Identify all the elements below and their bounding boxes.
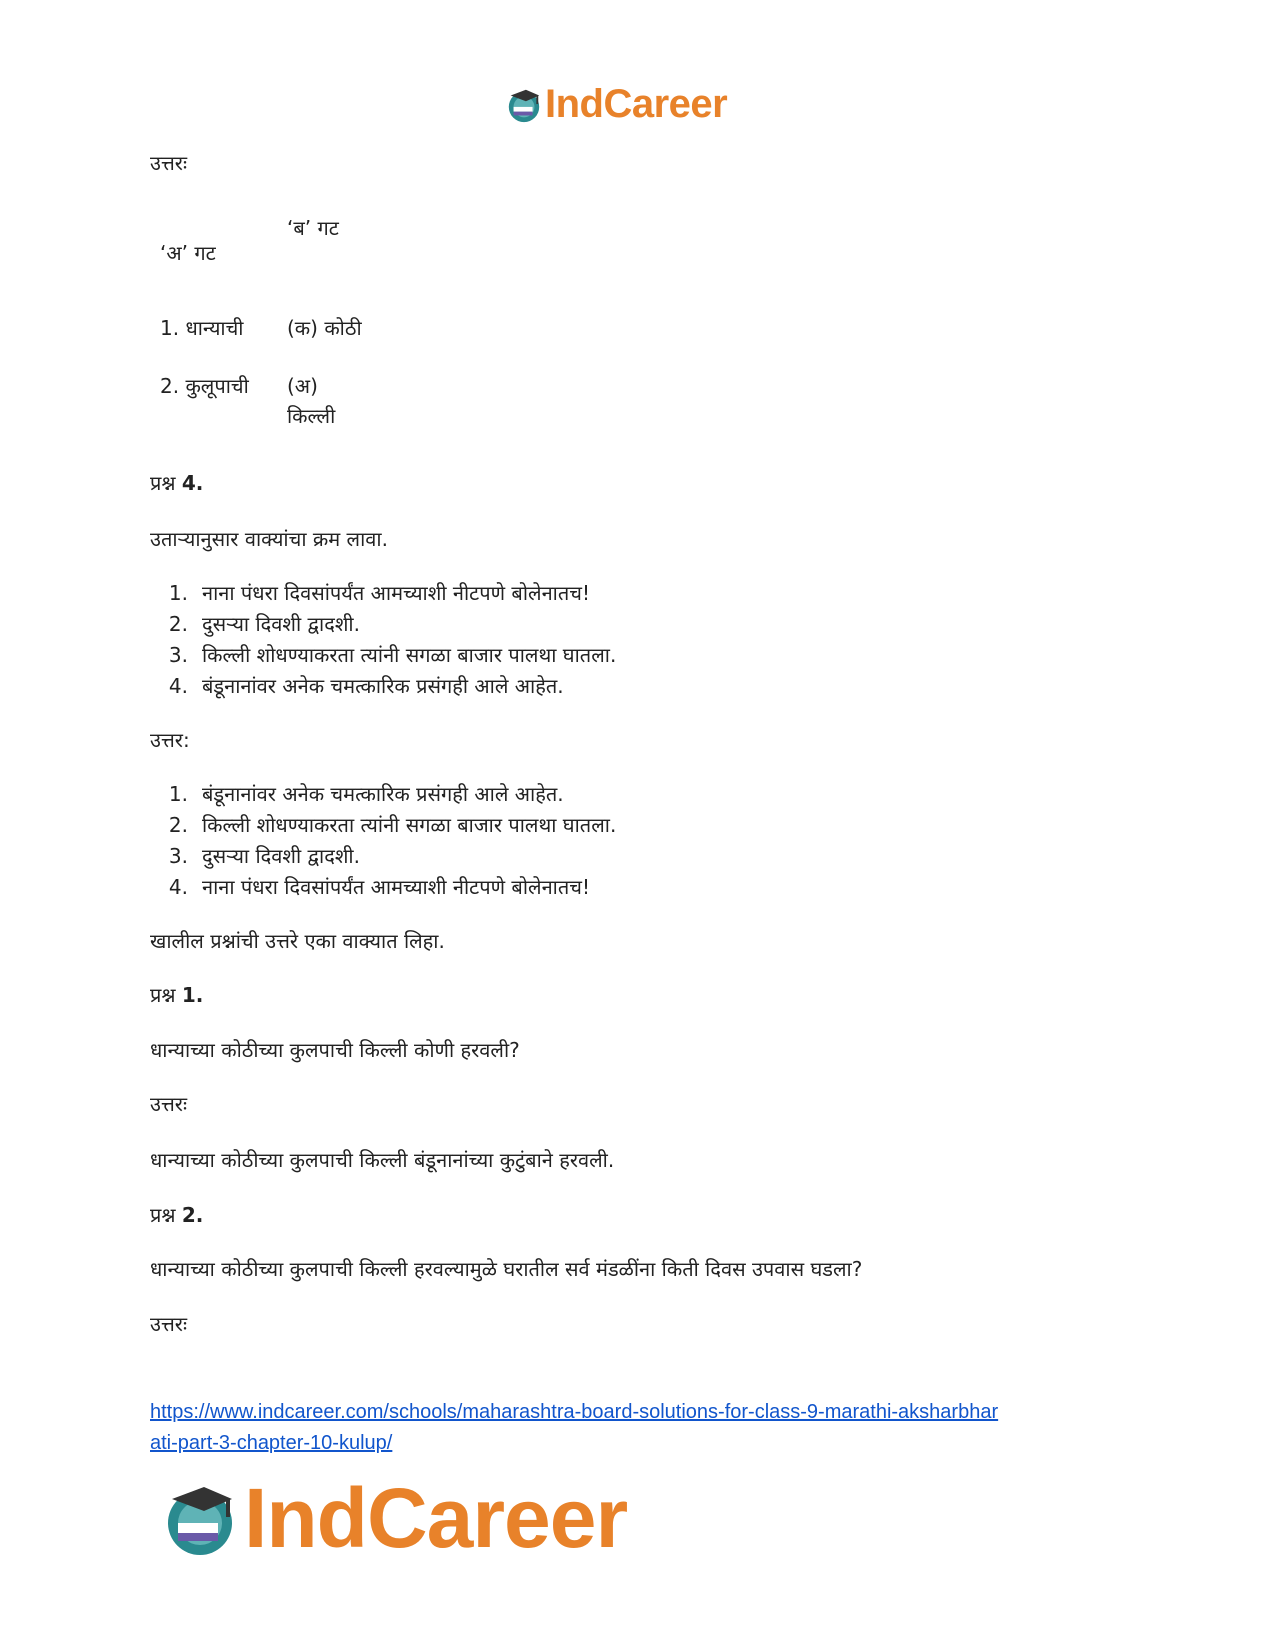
list-item: 1. बंडूनानांवर अनेक चमत्कारिक प्रसंगही आले आहेत. xyxy=(168,782,564,806)
question-2-prefix: प्रश्न xyxy=(150,1203,176,1227)
list-item: 2. दुसऱ्या दिवशी द्वादशी. xyxy=(168,612,360,636)
graduation-globe-icon xyxy=(160,1479,240,1559)
question-4-answer-label: उत्तर: xyxy=(150,728,190,752)
question-2-answer-label: उत्तरः xyxy=(150,1312,187,1336)
logo-wordmark: IndCareer xyxy=(244,1471,628,1565)
list-item: 4. बंडूनानांवर अनेक चमत्कारिक प्रसंगही आले आहेत. xyxy=(168,674,564,698)
table-col-b-header: ‘ब’ गट xyxy=(287,216,339,240)
question-4-instruction: उताऱ्यानुसार वाक्यांचा क्रम लावा. xyxy=(150,527,388,551)
header-logo xyxy=(505,82,727,127)
question-4-answer-list xyxy=(150,779,616,903)
section-instruction: खालील प्रश्नांची उत्तरे एका वाक्यात लिहा. xyxy=(150,929,445,953)
list-item: 1. नाना पंधरा दिवसांपर्यंत आमच्याशी नीटपणे बोलेनातच! xyxy=(168,581,590,605)
question-4-prefix: प्रश्न xyxy=(150,471,176,495)
question-1-heading xyxy=(150,982,203,1008)
table-row-2-b-line1: (अ) xyxy=(287,374,318,398)
answer-label: उत्तरः xyxy=(150,151,187,175)
question-4-list xyxy=(150,578,616,702)
question-1-prefix: प्रश्न xyxy=(150,983,176,1007)
question-2-heading xyxy=(150,1202,203,1228)
question-2-text: धान्याच्या कोठीच्या कुलपाची किल्ली हरवल्यामुळे घरातील सर्व मंडळींना किती दिवस उपवास घडला? xyxy=(150,1257,863,1281)
question-1-answer: धान्याच्या कोठीच्या कुलपाची किल्ली बंडूनानांच्या कुटुंबाने हरवली. xyxy=(150,1148,615,1172)
footer-link[interactable] xyxy=(150,1397,998,1459)
table-row-2-b-line2: किल्ली xyxy=(287,404,336,428)
list-item: 3. किल्ली शोधण्याकरता त्यांनी सगळा बाजार पालथा घातला. xyxy=(168,643,617,667)
footer-link-line1[interactable]: https://www.indcareer.com/schools/maharashtra-board-solutions-for-class-9-marathi-aksharbhar xyxy=(150,1401,999,1423)
table-row-1-a: 1. धान्याची xyxy=(160,316,244,340)
question-1-number: 1. xyxy=(181,983,204,1007)
list-item: 3. दुसऱ्या दिवशी द्वादशी. xyxy=(168,844,360,868)
question-2-number: 2. xyxy=(181,1203,204,1227)
table-col-a-header: ‘अ’ गट xyxy=(160,241,216,265)
footer-logo xyxy=(160,1470,627,1567)
list-item: 2. किल्ली शोधण्याकरता त्यांनी सगळा बाजार पालथा घातला. xyxy=(168,813,617,837)
table-row-1-b: (क) कोठी xyxy=(287,316,362,340)
list-item: 4. नाना पंधरा दिवसांपर्यंत आमच्याशी नीटपणे बोलेनातच! xyxy=(168,875,590,899)
graduation-globe-icon xyxy=(505,86,543,124)
question-4-number: 4. xyxy=(181,471,204,495)
question-4-heading xyxy=(150,470,203,496)
question-1-text: धान्याच्या कोठीच्या कुलपाची किल्ली कोणी हरवली? xyxy=(150,1038,520,1062)
table-row-2-a: 2. कुलूपाची xyxy=(160,374,249,398)
logo-wordmark: IndCareer xyxy=(545,82,728,126)
footer-link-line2[interactable]: ati-part-3-chapter-10-kulup/ xyxy=(150,1432,393,1454)
question-1-answer-label: उत्तरः xyxy=(150,1092,187,1116)
